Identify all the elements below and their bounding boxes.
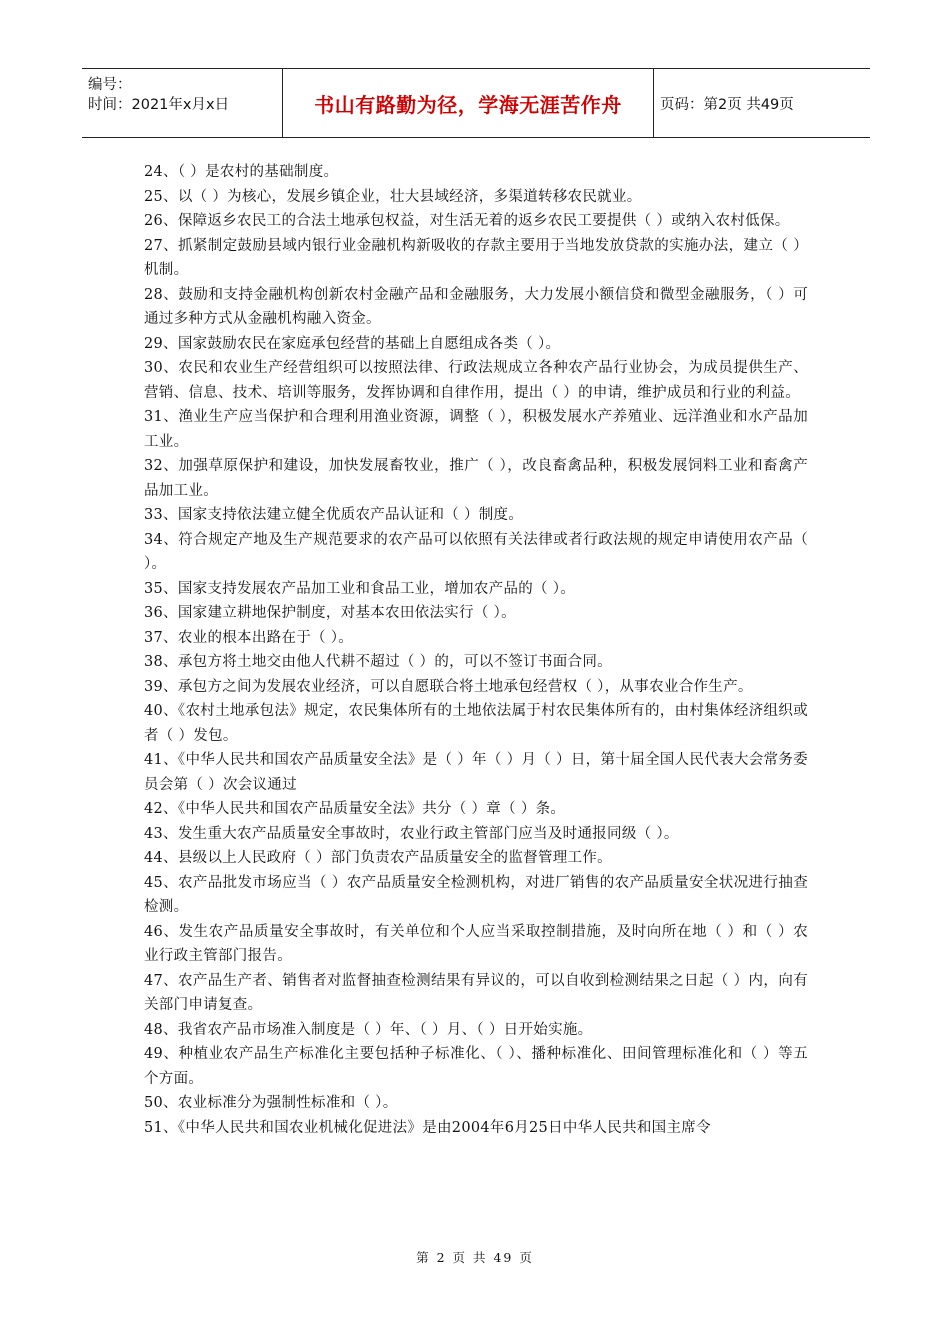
question-item: 51、《中华人民共和国农业机械化促进法》是由2004年6月25日中华人民共和国主席令: [144, 1119, 711, 1136]
question-item: 35、国家支持发展农产品加工业和食品工业，增加农产品的（ ）。: [144, 580, 576, 597]
question-item: 40、《农村土地承包法》规定，农民集体所有的土地依法属于村农民集体所有的，由村集体经济组织或者（ ）发包。: [144, 703, 808, 744]
question-item: 31、渔业生产应当保护和合理利用渔业资源，调整（ ），积极发展水产养殖业、远洋渔业和水产品加工业。: [144, 409, 808, 450]
question-item: 27、抓紧制定鼓励县域内银行业金融机构新吸收的存款主要用于当地发放贷款的实施办法，建立（ ）机制。: [144, 237, 808, 278]
question-item: 24、（ ）是农村的基础制度。: [144, 164, 339, 180]
page-header: [82, 68, 870, 138]
question-item: 47、农产品生产者、销售者对监督抽查检测结果有异议的，可以自收到检测结果之日起（ ）内，向有关部门申请复查。: [144, 972, 808, 1013]
question-item: 45、农产品批发市场应当（ ）农产品质量安全检测机构，对进厂销售的农产品质量安全状况进行抽查检测。: [144, 874, 808, 915]
document-date: 时间：2021年x月x日: [88, 97, 230, 113]
question-item: 44、县级以上人民政府（ ）部门负责农产品质量安全的监督管理工作。: [144, 850, 612, 866]
question-list: [144, 160, 808, 1140]
question-item: 49、种植业农产品生产标准化主要包括种子标准化、（ ）、播种标准化、田间管理标准化和（ ）等五个方面。: [144, 1046, 808, 1087]
question-item: 42、《中华人民共和国农产品质量安全法》共分（ ）章（ ）条。: [144, 801, 566, 817]
question-item: 32、加强草原保护和建设，加快发展畜牧业，推广（ ），改良畜禽品种，积极发展饲料工业和畜禽产品加工业。: [144, 458, 808, 499]
question-item: 30、农民和农业生产经营组织可以按照法律、行政法规成立各种农产品行业协会，为成员提供生产、营销、信息、技术、培训等服务，发挥协调和自律作用，提出（ ）的申请，维护成员和行业的利益。: [144, 360, 808, 401]
header-left-cell: [82, 69, 282, 137]
question-item: 25、以（ ）为核心，发展乡镇企业，壮大县域经济，多渠道转移农民就业。: [144, 188, 642, 205]
question-item: 33、国家支持依法建立健全优质农产品认证和（ ）制度。: [144, 507, 524, 523]
header-motto: 书山有路勤为径，学海无涯苦作舟: [282, 69, 654, 137]
question-item: 29、国家鼓励农民在家庭承包经营的基础上自愿组成各类（ ）。: [144, 335, 561, 352]
question-item: 26、保障返乡农民工的合法土地承包权益，对生活无着的返乡农民工要提供（ ）或纳入农村低保。: [144, 213, 790, 229]
question-item: 39、承包方之间为发展农业经济，可以自愿联合将土地承包经营权（ ），从事农业合作生产。: [144, 678, 753, 695]
question-item: 43、发生重大农产品质量安全事故时，农业行政主管部门应当及时通报同级（ ）。: [144, 825, 679, 842]
page-footer: 第 2 页 共 49 页: [416, 1250, 534, 1265]
question-item: 28、鼓励和支持金融机构创新农村金融产品和金融服务，大力发展小额信贷和微型金融服务，（ ）可通过多种方式从金融机构融入资金。: [144, 286, 808, 327]
header-page-info: 页码：第2页 共49页: [660, 96, 794, 113]
question-item: 50、农业标准分为强制性标准和（ ）。: [144, 1095, 398, 1111]
question-item: 46、发生农产品质量安全事故时，有关单位和个人应当采取控制措施，及时向所在地（ ）和（ ）农业行政主管部门报告。: [144, 923, 808, 964]
question-item: 41、《中华人民共和国农产品质量安全法》是（ ）年（ ）月（ ）日，第十届全国人民代表大会常务委员会第（ ）次会议通过: [144, 752, 808, 793]
question-item: 37、农业的根本出路在于（ ）。: [144, 629, 354, 646]
question-item: 48、我省农产品市场准入制度是（ ）年、（ ）月、（ ）日开始实施。: [144, 1021, 593, 1038]
question-item: 34、符合规定产地及生产规范要求的农产品可以依照有关法律或者行政法规的规定申请使用农产品（ ）。: [144, 531, 808, 572]
document-code-label: 编号：: [88, 77, 132, 93]
question-item: 38、承包方将土地交由他人代耕不超过（ ）的，可以不签订书面合同。: [144, 654, 612, 670]
question-item: 36、国家建立耕地保护制度，对基本农田依法实行（ ）。: [144, 605, 516, 621]
